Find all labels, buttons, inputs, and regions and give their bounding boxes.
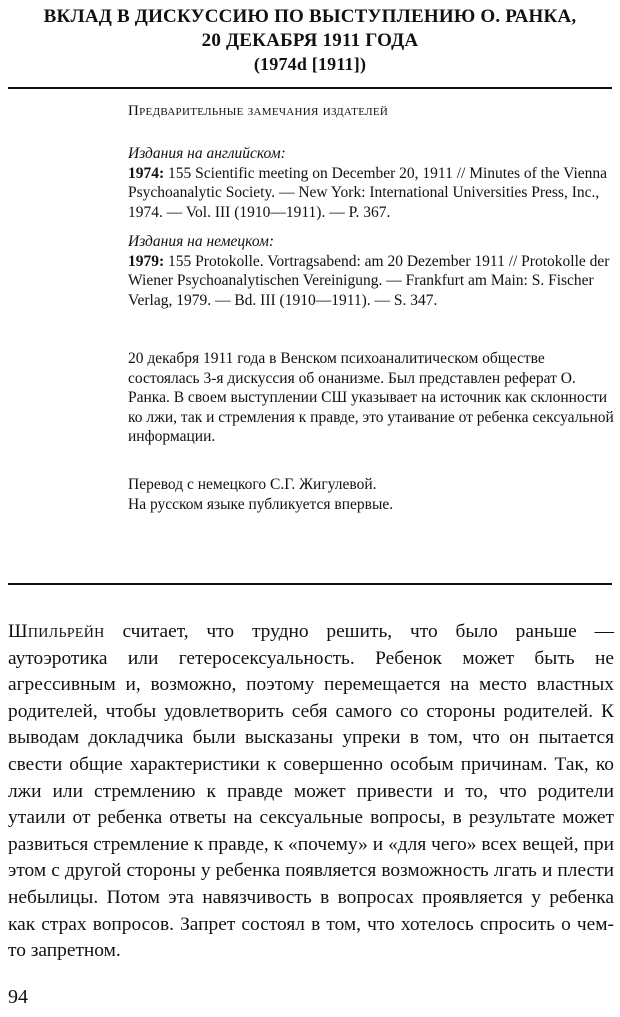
translation-note	[128, 475, 620, 514]
chapter-title-line-1: ВКЛАД В ДИСКУССИЮ ПО ВЫСТУПЛЕНИЮ О. РАНКА,	[43, 6, 577, 27]
author-name: Шпильрейн	[8, 621, 105, 642]
first-publication-line: На русском языке публикуется впервые.	[128, 495, 394, 513]
main-paragraph	[8, 619, 614, 965]
page-number: 94	[8, 986, 28, 1008]
context-paragraph: 20 декабря 1911 года в Венском психоаналитическом обществе состоялась 3-я дискуссия об онанизме. Был представлен реферат О. Ранка. В своем выступлении СШ указывает на источник как склонности ко лжи, так и стремления к правде, это утаивание от ребенка сексуальной информации.	[128, 350, 614, 446]
editors-notes-heading: Предварительные замечания издателей	[128, 103, 389, 119]
context-note	[128, 349, 620, 447]
english-editions	[128, 144, 620, 222]
english-edition-entry	[128, 164, 620, 223]
translator-line: Перевод с немецкого С.Г. Жигулевой.	[128, 476, 377, 493]
english-edition-text: 155 Scientific meeting on December 20, 1911 // Minutes of the Vienna Psychoanalytic Society. — New York: International Universities Press, Inc., 1974. — Vol. III (1910—1911). — P. 367.	[128, 164, 608, 221]
chapter-title-line-3: (1974d [1911])	[253, 54, 367, 74]
section-divider	[8, 583, 612, 585]
top-divider	[8, 87, 612, 89]
english-edition-year: 1974:	[128, 164, 165, 182]
chapter-title-line-2: 20 ДЕКАБРЯ 1911 ГОДА	[201, 30, 419, 51]
german-editions	[128, 232, 620, 310]
german-edition-year: 1979:	[128, 252, 165, 270]
english-editions-label: Издания на английском:	[128, 145, 286, 162]
main-paragraph-body: считает, что трудно решить, что было раньше — аутоэротика или гетеросексуальность. Ребенок может быть не агрессивным и, возможно, поэтому перемещается на место властных родителей, чтобы удовлетворить себя самого со стороны родителей. К выводам докладчика были высказаны упреки в том, что он пытается свести общие характеристики к совершенно особым причинам. Так, ко лжи или стремлению к правде может привести и то, что родители утаили от ребенка ответы на сексуальные вопросы, в результате может развиться стремление к правде, к «почему» и «для чего» всех вещей, при этом с другой стороны у ребенка появляется возможность лгать и плести небылицы. Потом эта навязчивость в вопросах проявляется у ребенка как страх вопросов. Запрет состоял в том, что хотелось спросить о чем-то запретном.	[8, 621, 614, 962]
main-text	[8, 619, 614, 965]
german-edition-entry	[128, 252, 620, 311]
german-editions-label: Издания на немецком:	[128, 233, 275, 250]
german-edition-text: 155 Protokolle. Vortragsabend: am 20 Dezember 1911 // Protokolle der Wiener Psychoanalytischen Vereinigung. — Frankfurt am Main: S. Fischer Verlag, 1979. — Bd. III (1910—1911). — S. 347.	[128, 252, 610, 309]
